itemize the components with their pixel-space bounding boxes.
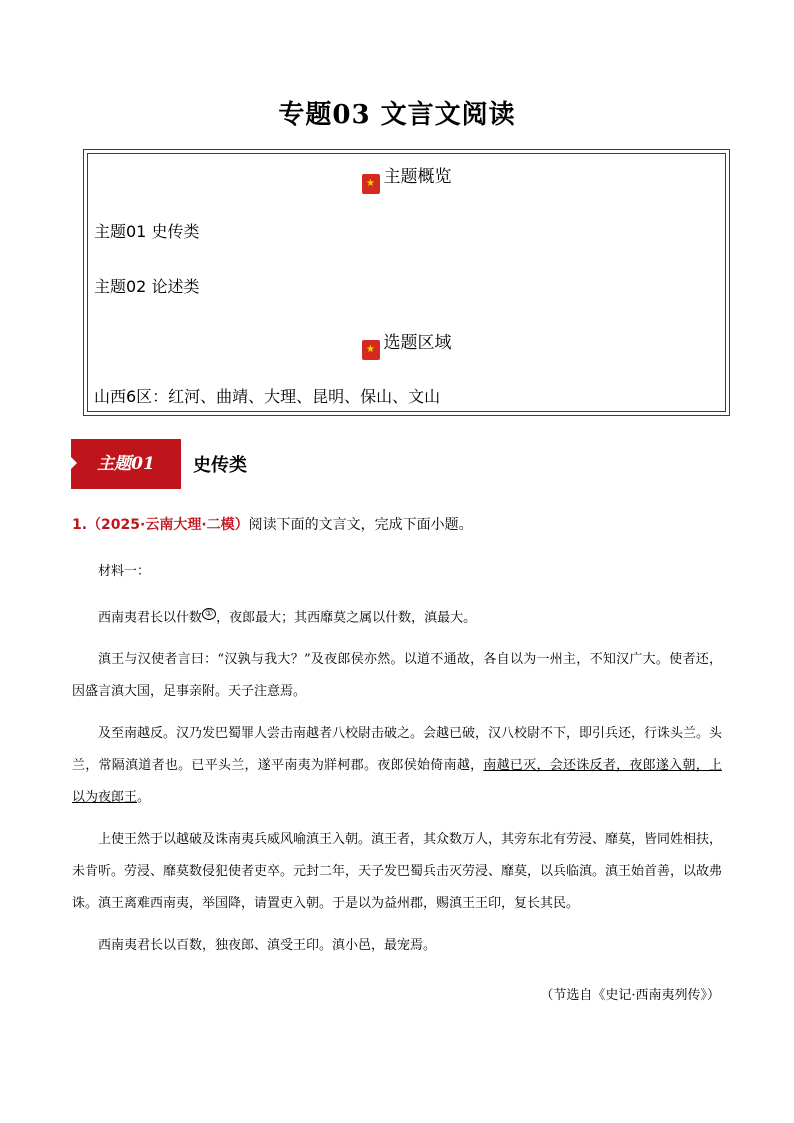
question-stem [72, 514, 473, 534]
underlined-sentence: 南越已灭，会还诛反者，夜郎遂入朝，上以为夜郎王 [72, 758, 722, 806]
flag-icon: ★ [362, 340, 380, 360]
paragraph: 西南夷君长以百数，独夜郎、滇受王印。滇小邑，最宠焉。 [98, 938, 437, 954]
paragraph-text: 西南夷君长以什数 [98, 610, 203, 626]
section-badge: 主题01 [71, 439, 181, 489]
section-title: 史传类 [193, 455, 247, 476]
region-heading [84, 328, 729, 360]
paragraph-text: 及至南越反。汉乃发巴蜀罪人尝击南越者八校尉击破之。会越已破，汉八校尉不下，即引兵还，行诛头兰。头兰，常隔滇道者也。已平头兰，遂平南夷为牂柯郡。夜郎侯始倚南越， [72, 726, 723, 774]
section-header [71, 439, 491, 489]
source-note: （节选自《史记·西南夷列传》） [540, 988, 720, 1003]
topic-item: 主题01 史传类 [94, 222, 200, 241]
question-number: 1. [72, 517, 88, 533]
region-heading-label: 选题区域 [383, 333, 452, 353]
overview-box [83, 149, 730, 416]
regions-list: 山西6区：红河、曲靖、大理、昆明、保山、文山 [94, 387, 441, 406]
question-source: （2025·云南大理·二模） [87, 517, 249, 533]
question-prompt: 阅读下面的文言文，完成下面小题。 [248, 517, 473, 533]
overview-heading [84, 162, 729, 194]
footnote-mark: ① [202, 608, 216, 620]
paragraph-text: 。 [137, 790, 151, 806]
topic-item: 主题02 论述类 [94, 277, 200, 296]
paragraph-text: ，夜郎最大；其西靡莫之属以什数，滇最大。 [216, 610, 477, 626]
paragraph [72, 718, 722, 814]
page-title: 专题03 文言文阅读 [278, 100, 516, 130]
material-label: 材料一： [98, 564, 151, 579]
paragraph: 上使王然于以越破及诛南夷兵威风喻滇王入朝。滇王者，其众数万人，其旁东北有劳浸、靡莫，皆同姓相扶，未肯听。劳浸、靡莫数侵犯使者吏卒。元封二年，天子发巴蜀兵击灭劳浸、靡莫，以兵临滇。滇王始首善，以故弗诛。滇王离难西南夷，举国降，请置吏入朝。于是以为益州郡，赐滇王王印，复长其民。 [72, 832, 723, 912]
overview-heading-label: 主题概览 [383, 167, 452, 187]
flag-icon: ★ [362, 174, 380, 194]
passage [72, 556, 722, 962]
paragraph: 滇王与汉使者言曰：“汉孰与我大？”及夜郎侯亦然。以道不通故，各自以为一州主，不知汉广大。使者还，因盛言滇大国，足事亲附。天子注意焉。 [72, 652, 722, 700]
paragraph [72, 598, 722, 634]
